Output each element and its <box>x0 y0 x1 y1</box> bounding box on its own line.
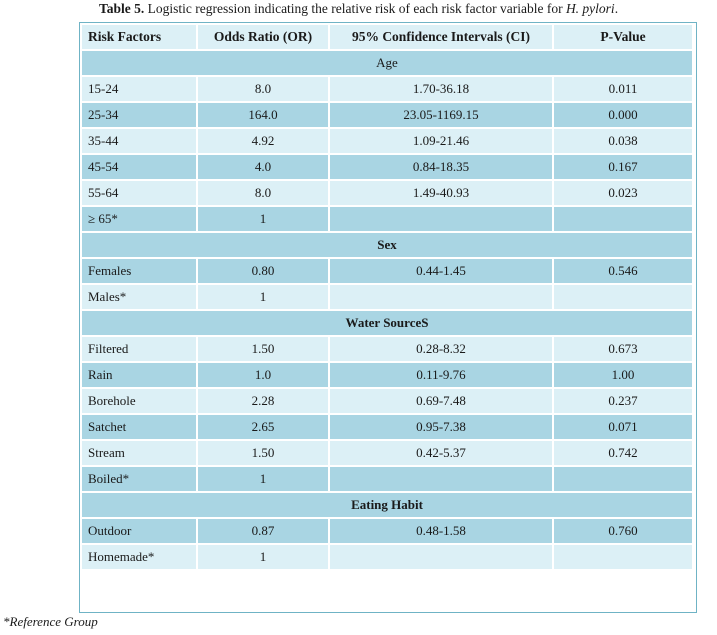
table-cell: Homemade* <box>82 545 196 569</box>
table-cell: 0.84-18.35 <box>330 155 552 179</box>
table-cell: 2.65 <box>198 415 328 439</box>
table-cell: 1.50 <box>198 337 328 361</box>
table-cell: 1.0 <box>198 363 328 387</box>
risk-factor-table-container <box>79 22 697 613</box>
table-cell: 8.0 <box>198 77 328 101</box>
table-cell <box>330 467 552 491</box>
table-cell <box>330 545 552 569</box>
section-title: Water SourceS <box>82 311 692 335</box>
table-cell: 0.11-9.76 <box>330 363 552 387</box>
table-cell: 1 <box>198 545 328 569</box>
column-header: Risk Factors <box>82 25 196 49</box>
table-cell: 0.28-8.32 <box>330 337 552 361</box>
table-cell: 0.000 <box>554 103 692 127</box>
table-cell <box>554 545 692 569</box>
table-cell: 8.0 <box>198 181 328 205</box>
table-cell: 1.50 <box>198 441 328 465</box>
section-row <box>82 311 692 335</box>
table-cell: 35-44 <box>82 129 196 153</box>
table-row <box>82 519 692 543</box>
table-row <box>82 285 692 309</box>
caption-tail: . <box>614 1 619 16</box>
table-row <box>82 155 692 179</box>
table-cell: 55-64 <box>82 181 196 205</box>
table-cell: 1.00 <box>554 363 692 387</box>
table-cell: 0.071 <box>554 415 692 439</box>
table-cell: 1 <box>198 285 328 309</box>
caption-lead: Table 5. <box>98 1 145 16</box>
table-row <box>82 77 692 101</box>
table-cell: Borehole <box>82 389 196 413</box>
table-cell: 0.546 <box>554 259 692 283</box>
footnote: *Reference Group <box>3 614 98 629</box>
table-cell: 0.42-5.37 <box>330 441 552 465</box>
table-cell: 1.09-21.46 <box>330 129 552 153</box>
section-row <box>82 493 692 517</box>
table-row <box>82 337 692 361</box>
table-cell: 1.49-40.93 <box>330 181 552 205</box>
table-cell: 25-34 <box>82 103 196 127</box>
table-row <box>82 545 692 569</box>
table-cell: 0.023 <box>554 181 692 205</box>
table-cell: Filtered <box>82 337 196 361</box>
table-cell: 0.673 <box>554 337 692 361</box>
table-row <box>82 129 692 153</box>
table-cell: 0.48-1.58 <box>330 519 552 543</box>
table-cell: 0.80 <box>198 259 328 283</box>
table-row <box>82 389 692 413</box>
section-title: Eating Habit <box>82 493 692 517</box>
table-row <box>82 259 692 283</box>
table-cell: Boiled* <box>82 467 196 491</box>
table-cell <box>330 285 552 309</box>
table-cell: 1 <box>198 467 328 491</box>
table-cell: 0.167 <box>554 155 692 179</box>
table-cell: 1 <box>198 207 328 231</box>
header-row <box>82 25 692 49</box>
table-cell: 23.05-1169.15 <box>330 103 552 127</box>
table-cell: Satchet <box>82 415 196 439</box>
risk-factor-table <box>80 23 694 571</box>
table-cell <box>330 207 552 231</box>
table-cell: 0.760 <box>554 519 692 543</box>
table-cell: 1.70-36.18 <box>330 77 552 101</box>
table-cell <box>554 285 692 309</box>
table-row <box>82 441 692 465</box>
table-cell: Rain <box>82 363 196 387</box>
table-row <box>82 207 692 231</box>
table-cell: 0.87 <box>198 519 328 543</box>
table-cell: 164.0 <box>198 103 328 127</box>
section-row <box>82 233 692 257</box>
table-cell: ≥ 65* <box>82 207 196 231</box>
caption-text: Logistic regression indicating the relative risk of each risk factor variable for <box>144 1 566 16</box>
table-cell: Males* <box>82 285 196 309</box>
table-cell: Females <box>82 259 196 283</box>
table-cell: 0.237 <box>554 389 692 413</box>
table-caption <box>0 0 717 20</box>
table-cell: 0.038 <box>554 129 692 153</box>
table-row <box>82 415 692 439</box>
table-row <box>82 363 692 387</box>
column-header: Odds Ratio (OR) <box>198 25 328 49</box>
table-cell <box>554 467 692 491</box>
table-cell: 15-24 <box>82 77 196 101</box>
table-cell: 0.011 <box>554 77 692 101</box>
table-cell: 45-54 <box>82 155 196 179</box>
table-cell: 4.0 <box>198 155 328 179</box>
caption-species: H. pylori <box>565 1 615 16</box>
section-row <box>82 51 692 75</box>
table-cell: 0.742 <box>554 441 692 465</box>
table-row <box>82 181 692 205</box>
section-title: Sex <box>82 233 692 257</box>
table-row <box>82 103 692 127</box>
table-cell: 4.92 <box>198 129 328 153</box>
section-title: Age <box>82 51 692 75</box>
table-row <box>82 467 692 491</box>
table-cell <box>554 207 692 231</box>
table-cell: Outdoor <box>82 519 196 543</box>
table-cell: 0.95-7.38 <box>330 415 552 439</box>
table-body <box>82 25 692 569</box>
table-cell: 0.44-1.45 <box>330 259 552 283</box>
column-header: P-Value <box>554 25 692 49</box>
table-cell: Stream <box>82 441 196 465</box>
table-cell: 2.28 <box>198 389 328 413</box>
table-cell: 0.69-7.48 <box>330 389 552 413</box>
column-header: 95% Confidence Intervals (CI) <box>330 25 552 49</box>
